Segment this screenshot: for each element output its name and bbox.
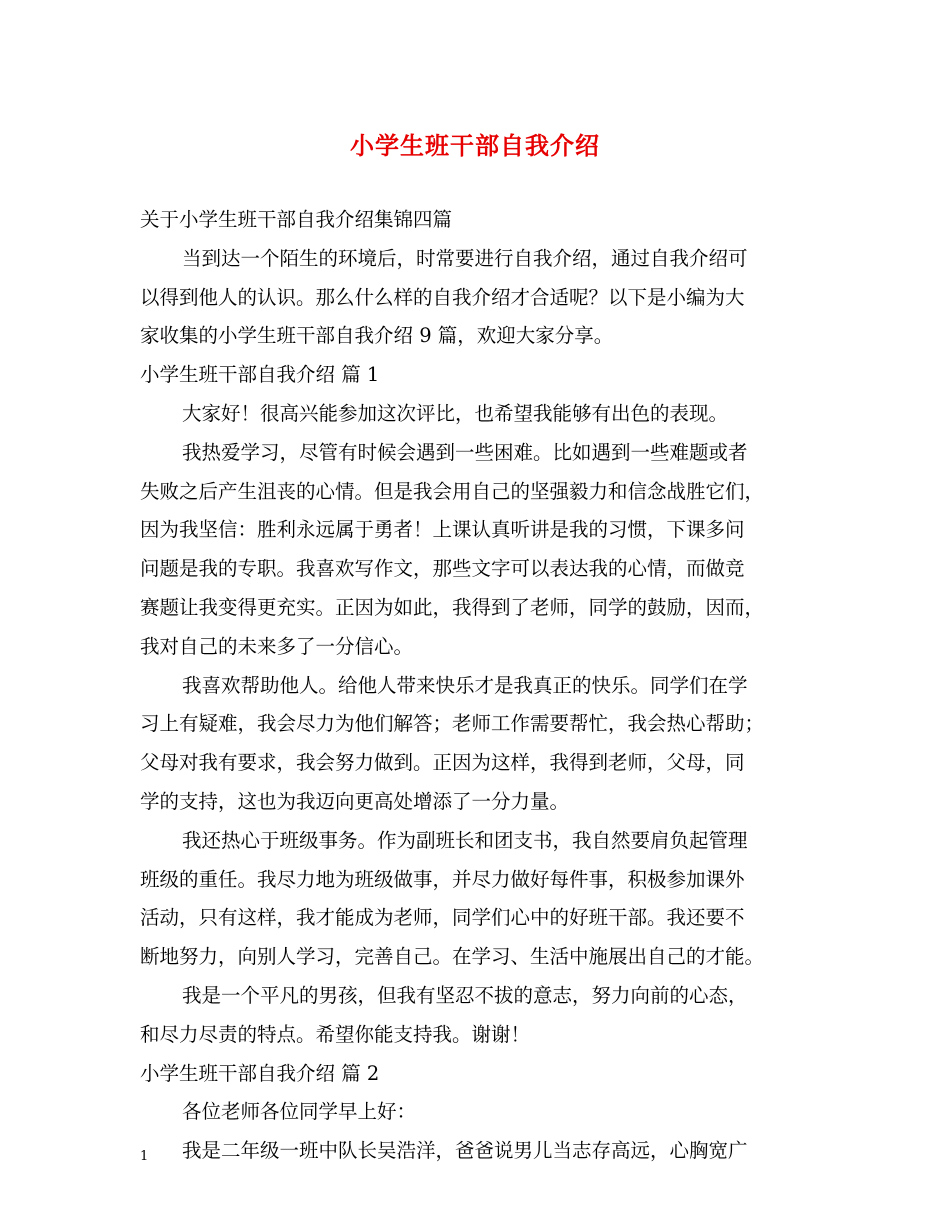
text-line: 断地努力，向别人学习，完善自己。在学习、生活中施展出自己的才能。 — [140, 945, 765, 969]
text-line: 小学生班干部自我介绍 篇 1 — [140, 363, 380, 387]
text-line: 我还热心于班级事务。作为副班长和团支书，我自然要肩负起管理 — [182, 828, 748, 852]
text-line: 以得到他人的认识。那么什么样的自我介绍才合适呢？以下是小编为大 — [140, 285, 745, 309]
text-line: 班级的重任。我尽力地为班级做事，并尽力做好每件事，积极参加课外 — [140, 867, 745, 891]
document-title: 小学生班干部自我介绍 — [350, 131, 600, 160]
document-body — [140, 201, 830, 1171]
text-line: 各位老师各位同学早上好： — [182, 1100, 417, 1124]
text-line: 活动，只有这样，我才能成为老师，同学们心中的好班干部。我还要不 — [140, 906, 745, 930]
text-line: 习上有疑难，我会尽力为他们解答；老师工作需要帮忙，我会热心帮助； — [140, 712, 765, 736]
text-line: 关于小学生班干部自我介绍集锦四篇 — [140, 208, 453, 231]
text-line: 和尽力尽责的特点。希望你能支持我。谢谢！ — [140, 1022, 531, 1046]
text-line: 我喜欢帮助他人。给他人带来快乐才是我真正的快乐。同学们在学 — [182, 673, 748, 697]
text-line: 赛题让我变得更充实。正因为如此，我得到了老师，同学的鼓励，因而， — [140, 595, 765, 619]
text-line: 小学生班干部自我介绍 篇 2 — [140, 1061, 380, 1085]
text-line: 因为我坚信：胜利永远属于勇者！上课认真听讲是我的习惯，下课多问 — [140, 518, 745, 542]
text-line: 我热爱学习，尽管有时候会遇到一些困难。比如遇到一些难题或者 — [182, 440, 748, 464]
text-line: 我对自己的未来多了一分信心。 — [140, 634, 414, 658]
text-line: 问题是我的专职。我喜欢写作文，那些文字可以表达我的心情，而做竞 — [140, 557, 745, 581]
page-number: 1 — [140, 1149, 149, 1164]
text-line: 当到达一个陌生的环境后，时常要进行自我介绍，通过自我介绍可 — [182, 246, 748, 270]
text-line: 家收集的小学生班干部自我介绍 9 篇，欢迎大家分享。 — [140, 324, 614, 348]
text-line: 大家好！很高兴能参加这次评比，也希望我能够有出色的表现。 — [182, 401, 729, 425]
text-line: 学的支持，这也为我迈向更高处增添了一分力量。 — [140, 789, 570, 813]
text-line: 我是一个平凡的男孩，但我有坚忍不拔的意志，努力向前的心态， — [182, 983, 748, 1007]
text-line: 父母对我有要求，我会努力做到。正因为这样，我得到老师，父母，同 — [140, 751, 745, 775]
text-line: 失败之后产生沮丧的心情。但是我会用自己的坚强毅力和信念战胜它们， — [140, 479, 765, 503]
text-line: 我是二年级一班中队长吴浩洋，爸爸说男儿当志存高远，心胸宽广 — [182, 1139, 748, 1163]
